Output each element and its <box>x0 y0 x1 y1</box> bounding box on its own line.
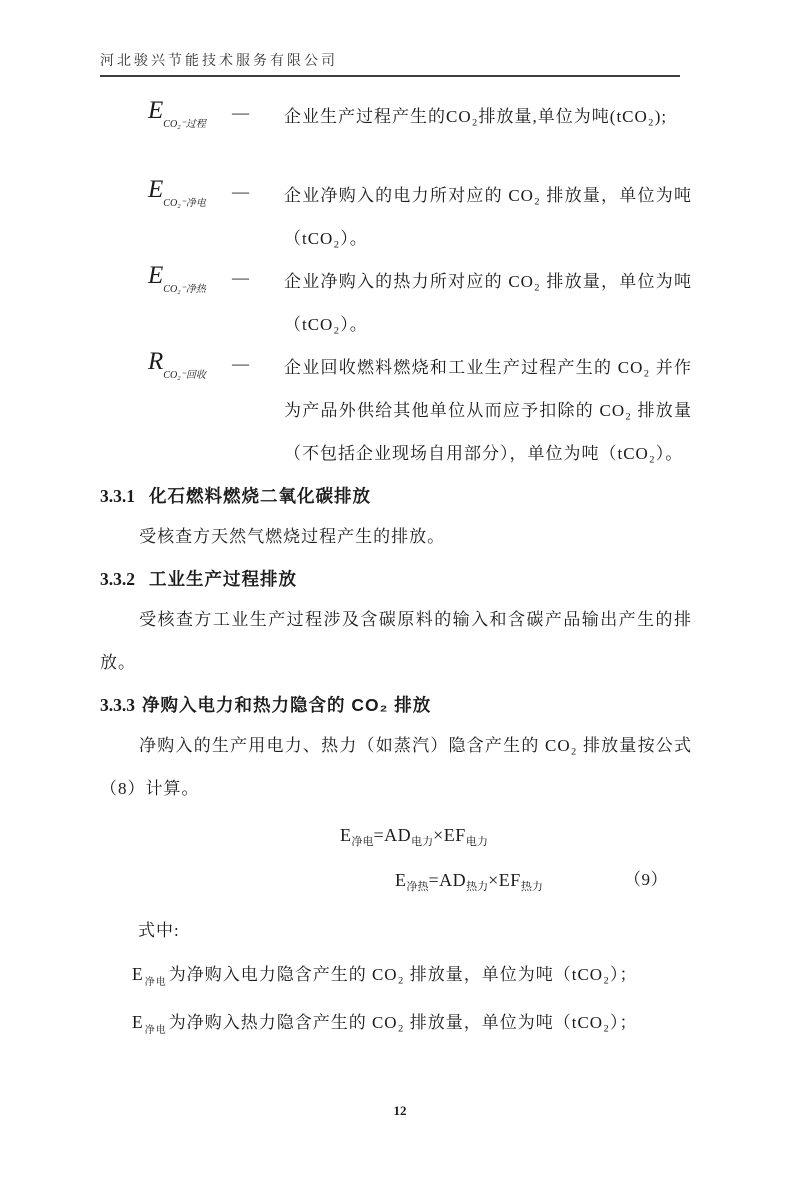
definition-item-net-heat <box>148 260 692 346</box>
page-header-company: 河北骏兴节能技术服务有限公司 <box>100 50 680 77</box>
section-title: 净购入电力和热力隐含的 CO₂ 排放 <box>142 695 432 715</box>
where-line-net-electricity: $E_{净电}$ 为净购入电力隐含产生的 CO₂ 排放量，单位为吨（tCO₂）； <box>132 964 638 988</box>
section-title: 化石燃料燃烧二氧化碳排放 <box>149 486 371 506</box>
definition-text: 企业生产过程产生的CO₂排放量,单位为吨(tCO₂); <box>284 107 668 126</box>
definition-dash: — <box>232 354 249 373</box>
term-e-co2-net-electricity: $E_{CO_2^-净电}$ <box>148 176 206 209</box>
equation-net-heat: （9） $E_{净热}=AD_{热力}\times EF_{热力}$ <box>395 859 692 904</box>
section-heading-3-3-2 <box>100 565 692 595</box>
definition-item-process <box>148 95 692 138</box>
definition-text: 企业回收燃料燃烧和工业生产过程产生的 CO₂ 并作为产品外供给其他单位从而应予扣除的 CO₂ 排放量（不包括企业现场自用部分），单位为吨（tCO₂）。 <box>284 358 692 463</box>
section-title: 工业生产过程排放 <box>149 569 297 589</box>
term-r-co2-recovery: $R_{CO_2^-回收}$ <box>148 348 206 381</box>
section-body-3-3-2: 受核查方工业生产过程涉及含碳原料的输入和含碳产品输出产生的排放。 <box>100 610 692 672</box>
section-number: 3.3.2 <box>100 569 135 589</box>
page-number: 12 <box>393 1103 407 1118</box>
section-number: 3.3.3 <box>100 695 135 715</box>
section-body-3-3-1: 受核查方天然气燃烧过程产生的排放。 <box>139 527 446 546</box>
definition-text: 企业净购入的电力所对应的 CO₂ 排放量，单位为吨（tCO₂）。 <box>284 186 692 248</box>
definition-item-recovery <box>148 346 692 475</box>
equation-number: （9） <box>624 870 668 889</box>
document-body <box>100 95 692 1048</box>
term-e-co2-net-heat: $E_{CO_2^-净热}$ <box>148 262 206 295</box>
where-label: 式中: <box>138 921 180 940</box>
definition-dash: — <box>232 103 249 122</box>
definition-item-net-electricity <box>148 174 692 260</box>
section-heading-3-3-1 <box>100 482 692 512</box>
section-heading-3-3-3 <box>100 691 692 721</box>
term-e-co2-process: $E_{CO_2^-过程}$ <box>148 97 206 130</box>
definition-list <box>100 95 692 475</box>
where-line-net-heat: $E_{净电}$ 为净购入热力隐含产生的 CO₂ 排放量，单位为吨（tCO₂）； <box>132 1012 638 1036</box>
section-body-3-3-3: 净购入的生产用电力、热力（如蒸汽）隐含产生的 CO₂ 排放量按公式（8）计算。 <box>100 736 692 798</box>
definition-dash: — <box>232 182 249 201</box>
equation-net-electricity: $E_{净电}=AD_{电力}\times EF_{电力}$ <box>340 825 488 848</box>
section-number: 3.3.1 <box>100 486 135 506</box>
definition-text: 企业净购入的热力所对应的 CO₂ 排放量，单位为吨（tCO₂）。 <box>284 272 692 334</box>
definition-dash: — <box>232 268 249 287</box>
